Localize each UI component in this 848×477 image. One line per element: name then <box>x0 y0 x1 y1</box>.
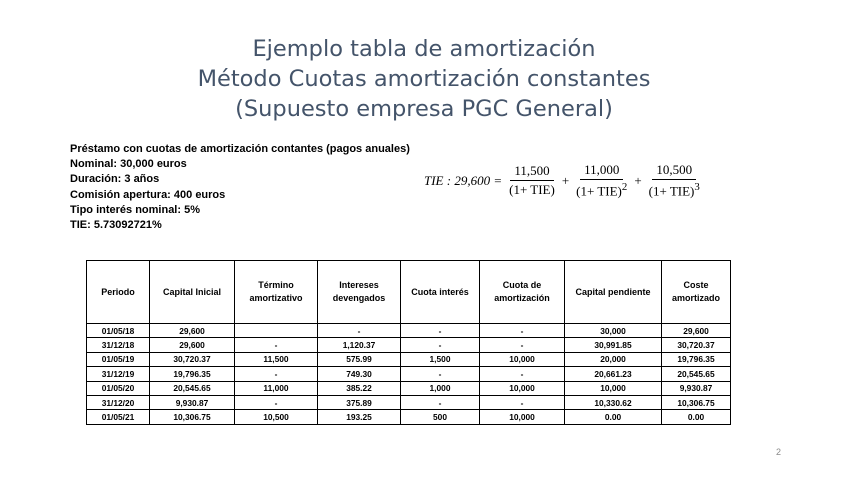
col-header-coste-amortizado: Coste amortizado <box>662 261 731 324</box>
table-cell: 19,796.35 <box>662 352 731 366</box>
col-header-capital-inicial: Capital Inicial <box>150 261 235 324</box>
table-cell: - <box>318 324 401 338</box>
formula-plus-1: + <box>561 172 570 188</box>
table-cell: 500 <box>401 410 480 424</box>
table-cell: 10,000 <box>480 410 565 424</box>
table-cell: 19,796.35 <box>150 367 235 381</box>
table-cell: 1,120.37 <box>318 338 401 352</box>
page-number: 2 <box>776 447 782 457</box>
amortization-table <box>86 260 731 425</box>
table-cell: - <box>401 338 480 352</box>
loan-info <box>70 142 410 233</box>
table-cell: 31/12/20 <box>87 395 150 409</box>
table-row <box>87 410 731 424</box>
formula-plus-2: + <box>634 172 642 188</box>
table-header-row <box>87 261 731 324</box>
table-cell: - <box>401 324 480 338</box>
table-cell: 0.00 <box>662 410 731 424</box>
table-row <box>87 381 731 395</box>
table-cell: - <box>480 338 565 352</box>
col-header-periodo: Periodo <box>87 261 150 324</box>
table-cell: - <box>480 367 565 381</box>
table-cell: 20,545.65 <box>662 367 731 381</box>
col-header-termino: Término amortizativo <box>235 261 318 324</box>
table-cell: 31/12/18 <box>87 338 150 352</box>
title-line-1: Ejemplo tabla de amortización <box>252 36 596 62</box>
term-3-denominator <box>645 180 704 199</box>
table-row <box>87 367 731 381</box>
formula-term-1 <box>505 163 559 198</box>
table-cell: 0.00 <box>565 410 662 424</box>
col-header-intereses: Intereses devengados <box>318 261 401 324</box>
table-row <box>87 352 731 366</box>
table-cell: 375.89 <box>318 395 401 409</box>
table-cell: 29,600 <box>150 338 235 352</box>
table-cell: - <box>235 367 318 381</box>
table-cell: 01/05/18 <box>87 324 150 338</box>
table-row <box>87 338 731 352</box>
term-3-numerator: 10,500 <box>652 162 696 180</box>
table-cell: 10,000 <box>480 381 565 395</box>
table-cell: 01/05/20 <box>87 381 150 395</box>
slide-title <box>0 34 848 124</box>
table-cell: - <box>235 395 318 409</box>
table-cell: 10,000 <box>565 381 662 395</box>
loan-nominal: Nominal: 30,000 euros <box>70 158 187 171</box>
title-line-2: Método Cuotas amortización constantes <box>197 66 651 92</box>
table-cell: 31/12/19 <box>87 367 150 381</box>
table-cell: 20,661.23 <box>565 367 662 381</box>
title-line-3: (Supuesto empresa PGC General) <box>235 96 613 122</box>
tie-formula <box>424 162 704 199</box>
table-cell: - <box>401 367 480 381</box>
table-cell: 30,720.37 <box>150 352 235 366</box>
term-3-exponent: 3 <box>694 181 700 193</box>
table-cell: 29,600 <box>662 324 731 338</box>
term-2-denominator <box>572 180 631 199</box>
term-1-denominator <box>505 181 559 198</box>
table-cell: 749.30 <box>318 367 401 381</box>
formula-lhs: TIE : 29,600 = <box>424 172 503 188</box>
term-3-den-base: (1+ TIE) <box>648 183 695 199</box>
table-cell: 20,000 <box>565 352 662 366</box>
table-cell <box>235 324 318 338</box>
formula-term-2 <box>572 162 631 199</box>
table-cell: 10,500 <box>235 410 318 424</box>
table-cell: - <box>401 395 480 409</box>
table-cell: - <box>480 324 565 338</box>
table-cell: 01/05/21 <box>87 410 150 424</box>
table-cell: 20,545.65 <box>150 381 235 395</box>
term-2-exponent: 2 <box>621 181 628 193</box>
table-cell: 385.22 <box>318 381 401 395</box>
table-cell: 29,600 <box>150 324 235 338</box>
table-cell: 193.25 <box>318 410 401 424</box>
table-cell: 10,330.62 <box>565 395 662 409</box>
table-body <box>87 324 731 425</box>
table-cell: 9,930.87 <box>150 395 235 409</box>
loan-commission: Comisión apertura: 400 euros <box>70 188 226 201</box>
table-cell: 11,500 <box>235 352 318 366</box>
col-header-cuota-interes: Cuota interés <box>401 261 480 324</box>
loan-tie: TIE: 5.73092721% <box>70 219 162 232</box>
table-row <box>87 395 731 409</box>
table-cell: 10,306.75 <box>150 410 235 424</box>
term-1-numerator: 11,500 <box>510 163 553 181</box>
term-2-numerator: 11,000 <box>580 162 623 180</box>
table-cell: - <box>480 395 565 409</box>
col-header-capital-pendiente: Capital pendiente <box>565 261 662 324</box>
formula-term-3 <box>645 162 704 199</box>
table-cell: 575.99 <box>318 352 401 366</box>
col-header-cuota-amortizacion: Cuota de amortización <box>480 261 565 324</box>
term-2-den-base: (1+ TIE) <box>576 183 622 199</box>
loan-heading: Préstamo con cuotas de amortización contantes (pagos anuales) <box>70 143 410 155</box>
table-cell: 30,720.37 <box>662 338 731 352</box>
table-cell: 10,306.75 <box>662 395 731 409</box>
table-cell: 01/05/19 <box>87 352 150 366</box>
term-1-den-base: (1+ TIE) <box>509 182 555 198</box>
loan-duration: Duración: 3 años <box>70 173 160 186</box>
table-row <box>87 324 731 338</box>
table-cell: - <box>235 338 318 352</box>
table-cell: 1,500 <box>401 352 480 366</box>
table-cell: 1,000 <box>401 381 480 395</box>
loan-rate: Tipo interés nominal: 5% <box>70 203 200 216</box>
table-cell: 30,991.85 <box>565 338 662 352</box>
table-cell: 30,000 <box>565 324 662 338</box>
table-cell: 11,000 <box>235 381 318 395</box>
table-cell: 9,930.87 <box>662 381 731 395</box>
table-cell: 10,000 <box>480 352 565 366</box>
